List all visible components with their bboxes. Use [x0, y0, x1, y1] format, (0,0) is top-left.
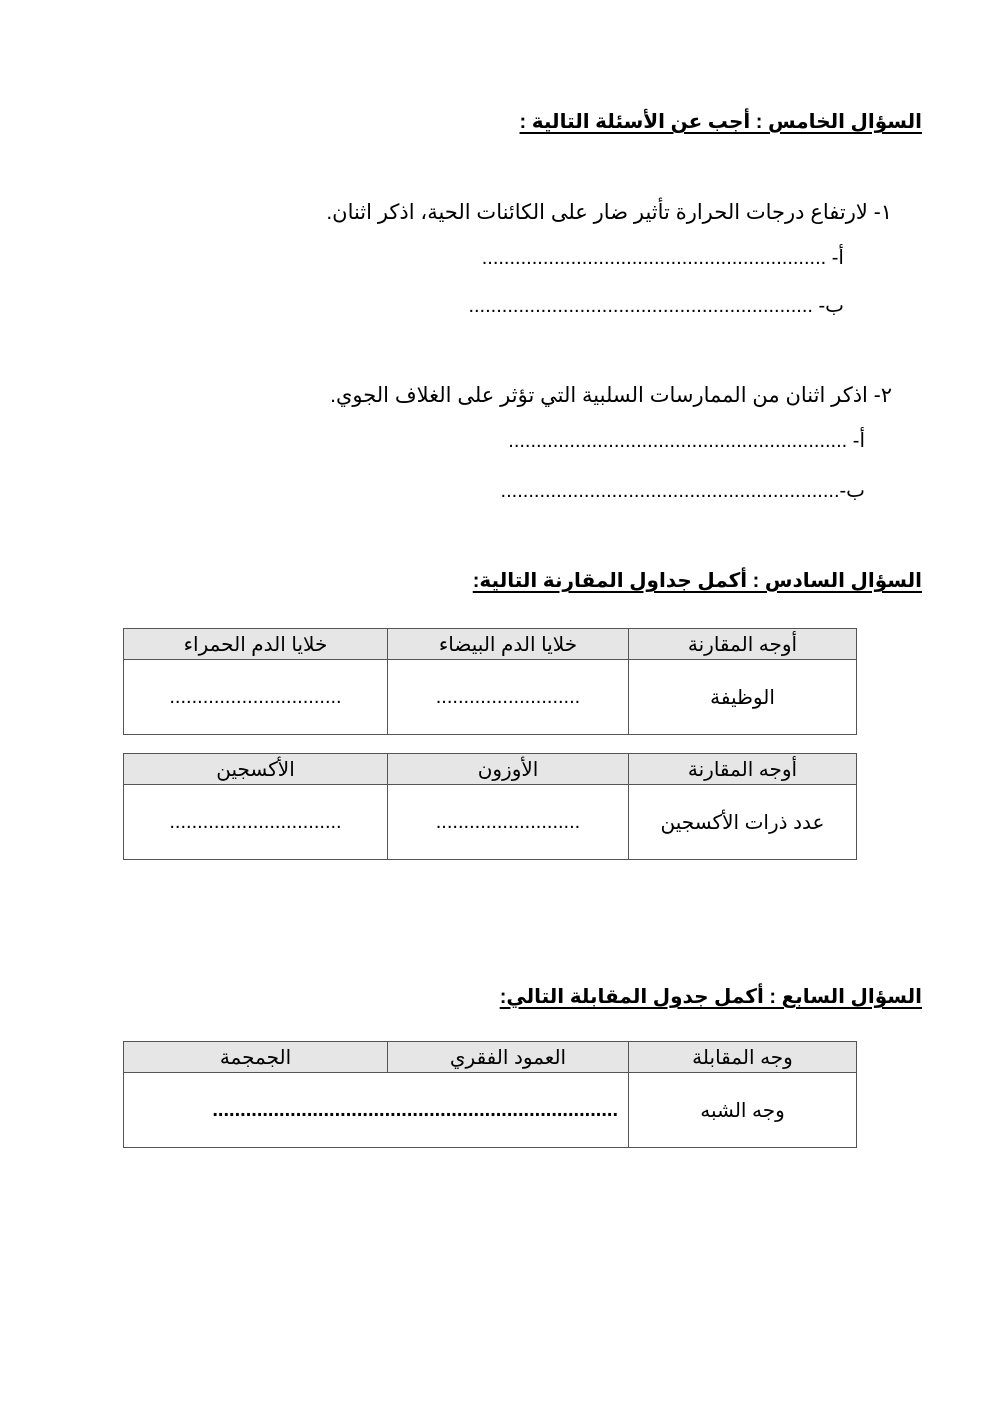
q6-heading: السؤال السادس : أكمل جداول المقارنة التالية: — [472, 570, 922, 592]
row-label-function: الوظيفة — [629, 660, 857, 735]
answer-cell-white-function[interactable]: .......................... — [388, 660, 629, 735]
answer-cell-red-function[interactable]: ............................... — [124, 660, 388, 735]
q5-item2-text: ٢- اذكر اثنان من الممارسات السلبية التي تؤثر على الغلاف الجوي. — [330, 384, 892, 407]
table-header-spine: العمود الفقري — [388, 1042, 629, 1073]
table-header-skull: الجمجمة — [124, 1042, 388, 1073]
row-label-oxygen-atoms: عدد ذرات الأكسجين — [629, 785, 857, 860]
table-header-contrast-aspect: وجه المقابلة — [629, 1042, 857, 1073]
table-header-red-blood-cells: خلايا الدم الحمراء — [124, 629, 388, 660]
comparison-table-ozone-oxygen — [123, 753, 857, 860]
q5-item2-answer-b[interactable]: ب-............................................................. — [500, 480, 865, 502]
q7-heading: السؤال السابع : أكمل جدول المقابلة التالي: — [499, 986, 922, 1008]
q5-item1-answer-a[interactable]: أ- .............................................................. — [481, 247, 844, 269]
answer-cell-similarity[interactable]: ......................................................................... — [124, 1073, 629, 1148]
contrast-table-spine-skull — [123, 1041, 857, 1148]
table-header-aspect: أوجه المقارنة — [629, 754, 857, 785]
q5-item1-answer-b[interactable]: ب- .............................................................. — [468, 295, 844, 317]
answer-cell-ozone-atoms[interactable]: .......................... — [388, 785, 629, 860]
q5-item2-answer-a[interactable]: أ- ............................................................. — [508, 430, 865, 452]
table-header-oxygen: الأكسجين — [124, 754, 388, 785]
table-header-white-blood-cells: خلايا الدم البيضاء — [388, 629, 629, 660]
q5-heading: السؤال الخامس : أجب عن الأسئلة التالية : — [519, 111, 922, 133]
answer-cell-oxygen-atoms[interactable]: ............................... — [124, 785, 388, 860]
q5-item1-text: ١- لارتفاع درجات الحرارة تأثير ضار على الكائنات الحية، اذكر اثنان. — [326, 201, 892, 224]
row-label-similarity: وجه الشبه — [629, 1073, 857, 1148]
table-header-aspect: أوجه المقارنة — [629, 629, 857, 660]
comparison-table-blood-cells — [123, 628, 857, 735]
table-header-ozone: الأوزون — [388, 754, 629, 785]
